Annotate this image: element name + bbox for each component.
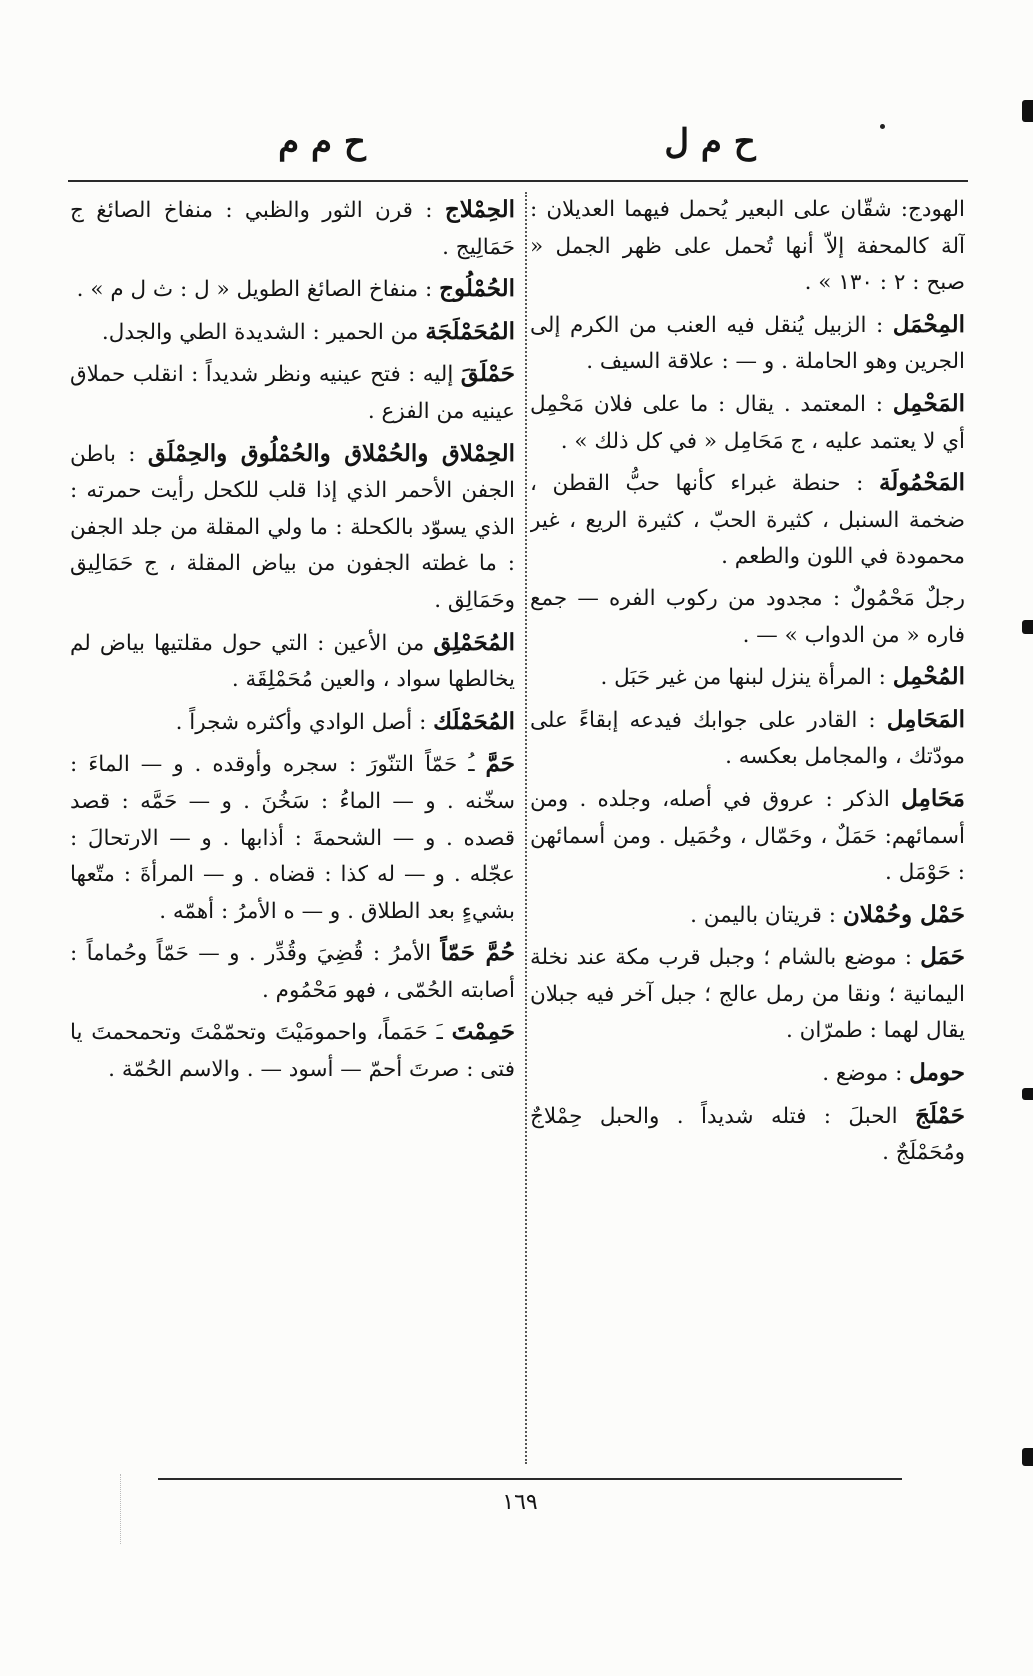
dictionary-entry	[70, 1014, 515, 1088]
dictionary-entry	[70, 192, 515, 266]
entry-headword: حومل	[909, 1059, 965, 1087]
running-head-left: ح م م	[278, 122, 366, 162]
entry-headword: حُمَّ حَمّاً	[440, 939, 515, 967]
entry-definition: : المرأة ينزل لبنها من غير حَبَل .	[600, 665, 893, 691]
dictionary-entry	[70, 436, 515, 620]
dictionary-entry	[530, 702, 965, 776]
margin-mark	[1022, 1448, 1033, 1466]
entry-headword: حَمَّ	[485, 750, 515, 778]
entry-definition: ـُ حَمّاً التنّورَ : سجره وأوقده . و — الماءَ : سخّنه . و — الماءُ : سَخُنَ . و — حَمَّه : قصد قصده . و — الشحمةَ : أذابها . و — الارتحالَ : عجّله . و — له كذا : قضاه . و — المرأةَ : متّعها بشيءٍ بعد الطلاق . و — ه الأمرُ : أهمّه .	[70, 752, 515, 924]
entry-definition: إليه : فتح عينيه ونظر شديداً : انقلب حملاق عينيه من الفزع .	[70, 362, 515, 424]
entry-headword: المُحَمْلَك	[433, 707, 515, 735]
entry-headword: حَمْلَجَ	[915, 1101, 965, 1129]
running-head-right: ح م ل	[664, 122, 756, 162]
entry-definition: من الحمير : الشديدة الطي والجدل.	[101, 319, 426, 345]
entry-definition: : موضع بالشام ؛ وجبل قرب مكة عند نخلة اليمانية ؛ ونقا من رمل عالج ؛ جبل آخر فيه جبلان يقال لهما : طمرّان .	[530, 945, 965, 1044]
entry-headword: الحُمْلُوج	[439, 275, 515, 303]
dictionary-entry	[530, 939, 965, 1050]
entry-headword: المُحْمِل	[892, 663, 965, 691]
left-column	[70, 192, 515, 1464]
entry-definition: الأمرُ : قُضِيَ وقُدِّر . و — حَمّاً وحُماماً : أصابته الحُمّى ، فهو مَحْمُوم .	[70, 941, 515, 1003]
entry-definition: الحبلَ : فتله شديداً . والحبل حِمْلاجٌ ومُحَمْلَجٌ .	[530, 1103, 965, 1166]
right-column	[530, 192, 965, 1464]
dictionary-entry	[70, 625, 515, 699]
entry-definition: : أصل الوادي وأكثره شجراً .	[175, 709, 434, 735]
footer-rule	[158, 1478, 902, 1480]
entry-definition: : قرن الثور والظبي : منفاخ الصائغ ج حَمَالِيج .	[70, 198, 515, 260]
dictionary-entry	[70, 704, 515, 742]
entry-headword: حَمْلَقَ	[460, 360, 515, 388]
dictionary-entry	[530, 781, 965, 892]
entry-headword: المُحَمْلِق	[433, 628, 515, 656]
entry-headword: المِحْمَل	[892, 310, 965, 338]
entry-headword: المَحْمِل	[892, 389, 965, 417]
entry-headword: حَمْل وحُمْلان	[842, 900, 965, 928]
entry-headword: مَحَامِل	[901, 784, 965, 812]
margin-mark	[1022, 100, 1033, 122]
entry-definition: : باطن الجفن الأحمر الذي إذا قلب للكحل رأيت حمرته : الذي يسوّد بالكحلة : ما ولي المقلة من جلد الجفن : ما غطته الجفون من بياض المقلة ، ج حَمَالِيق وحَمَالِق .	[70, 441, 515, 613]
entry-definition: : القادر على جوابك فيدعه إبقاءً على مودّتك ، والمجامل بعكسه .	[530, 707, 965, 770]
entry-definition: : قريتان باليمن .	[690, 902, 843, 928]
dictionary-entry	[530, 897, 965, 935]
entry-definition: رجلٌ مَحْمُولٌ : مجدود من ركوب الفره — جمع فاره « من الدواب » — .	[530, 585, 965, 648]
dictionary-entry	[530, 1098, 965, 1172]
entry-headword: المَحْمُولَة	[878, 469, 965, 497]
dictionary-entry	[70, 935, 515, 1009]
dictionary-entry	[530, 1055, 965, 1093]
entry-definition: : المعتمد . يقال : ما على فلان مَحْمِل أي لا يعتمد عليه ، ج مَحَامِل « في كل ذلك » .	[530, 391, 965, 454]
dictionary-entry	[530, 307, 965, 381]
column-divider	[525, 192, 527, 1464]
margin-mark	[1022, 620, 1033, 634]
scan-artifact-line	[120, 1474, 121, 1544]
dictionary-entry	[530, 659, 965, 697]
dictionary-entry	[530, 581, 965, 654]
entry-definition: من الأعين : التي حول مقلتيها بياض لم يخالطها سواد ، والعين مُحَمْلِقَة .	[70, 630, 515, 693]
entry-headword: الحِمْلاق والحُمْلاق والحُمْلُوق والحِمْلَق	[147, 439, 515, 467]
dictionary-entry	[70, 746, 515, 930]
entry-definition: : منفاخ الصائغ الطويل « ل : ث ل م » .	[76, 277, 440, 303]
entry-headword: المُحَمْلَجَة	[425, 317, 515, 345]
entry-definition: : حنطة غبراء كأنها حبُّ القطن ، ضخمة السنبل ، كثيرة الحبّ ، كثيرة الريع ، غير محمودة في اللون والطعم .	[530, 471, 965, 570]
entry-definition: الذكر : عروق في أصله، وجلده . ومن أسمائهم: حَمَلٌ ، وحَمّال ، وحُمَيل . ومن أسمائهن : حَوْمَل .	[530, 786, 965, 886]
entry-headword: الحِمْلاج	[444, 196, 515, 223]
dictionary-entry	[530, 192, 965, 302]
dictionary-entry	[70, 356, 515, 430]
dictionary-entry	[530, 465, 965, 576]
entry-definition: ـَ حَمَماً، واحمومَيْتَ وتحمّمْتَ وتحمحمتَ يا فتى : صرتَ أحمّ — أسود — . والاسم الحُمّة .	[70, 1020, 515, 1083]
dictionary-entry	[530, 386, 965, 460]
dictionary-entry	[70, 314, 515, 352]
dictionary-entry	[70, 271, 515, 309]
header-dot	[880, 124, 885, 129]
margin-mark	[1022, 1088, 1033, 1100]
entry-headword: حَمَل	[920, 943, 965, 971]
page-number: ١٦٩	[502, 1490, 538, 1515]
entry-headword: حَمِمْتَ	[451, 1018, 515, 1046]
header-rule	[68, 180, 968, 182]
entry-headword: المَحَامِل	[886, 705, 965, 733]
entry-definition: الهودج: شقّان على البعير يُحمل فيهما العديلان : آلة كالمحفة إلاّ أنها تُحمل على ظهر الجمل « صبح : ٢ : ١٣٠ » .	[530, 197, 965, 296]
entry-definition: : موضع .	[822, 1061, 910, 1087]
entry-definition: : الزبيل يُنقل فيه العنب من الكرم إلى الجرين وهو الحاملة . و — : علاقة السيف .	[530, 312, 965, 375]
